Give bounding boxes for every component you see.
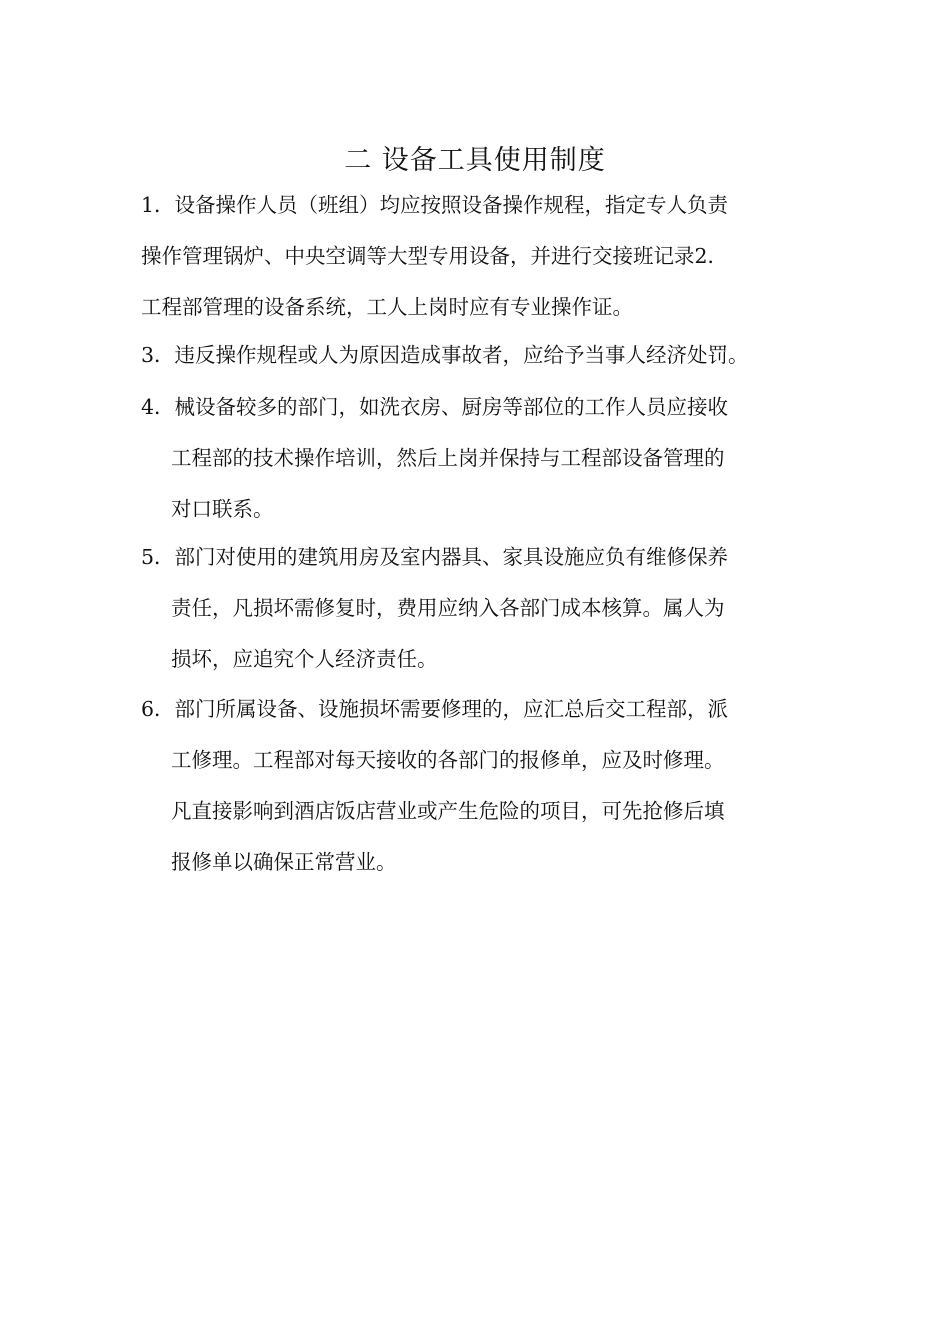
paragraph-line: 损坏，应追究个人经济责任。 bbox=[171, 647, 438, 671]
paragraph-line: 6．部门所属设备、设施损坏需要修理的，应汇总后交工程部，派 bbox=[141, 697, 729, 721]
paragraph-line: 报修单以确保正常营业。 bbox=[171, 850, 397, 874]
paragraph-line: 对口联系。 bbox=[171, 497, 274, 521]
paragraph-line: 4．械设备较多的部门，如洗衣房、厨房等部位的工作人员应接收 bbox=[141, 395, 729, 419]
paragraph-item-6 bbox=[141, 684, 841, 888]
paragraph-line: 5．部门对使用的建筑用房及室内器具、家具设施应负有维修保养 bbox=[141, 545, 729, 569]
document-title: 二 设备工具使用制度 bbox=[344, 145, 606, 176]
paragraph-line: 操作管理锅炉、中央空调等大型专用设备，并进行交接班记录2． bbox=[141, 244, 729, 268]
paragraph-line: 凡直接影响到酒店饭店营业或产生危险的项目，可先抢修后填 bbox=[171, 799, 725, 823]
paragraph-line: 工程部的技术操作培训，然后上岗并保持与工程部设备管理的 bbox=[171, 446, 725, 470]
paragraph-line: 责任，凡损坏需修复时，费用应纳入各部门成本核算。属人为 bbox=[171, 596, 725, 620]
paragraph-line: 工修理。工程部对每天接收的各部门的报修单，应及时修理。 bbox=[171, 748, 725, 772]
paragraph-line: 1．设备操作人员（班组）均应按照设备操作规程，指定专人负责 bbox=[141, 193, 729, 217]
paragraph-item-1 bbox=[141, 180, 841, 333]
paragraph-line: 工程部管理的设备系统，工人上岗时应有专业操作证。 bbox=[141, 295, 633, 319]
paragraph-item-3 bbox=[141, 330, 841, 381]
paragraph-item-5 bbox=[141, 532, 841, 685]
paragraph-line: 3．违反操作规程或人为原因造成事故者，应给予当事人经济处罚。 bbox=[141, 343, 749, 367]
paragraph-item-4 bbox=[141, 382, 841, 535]
